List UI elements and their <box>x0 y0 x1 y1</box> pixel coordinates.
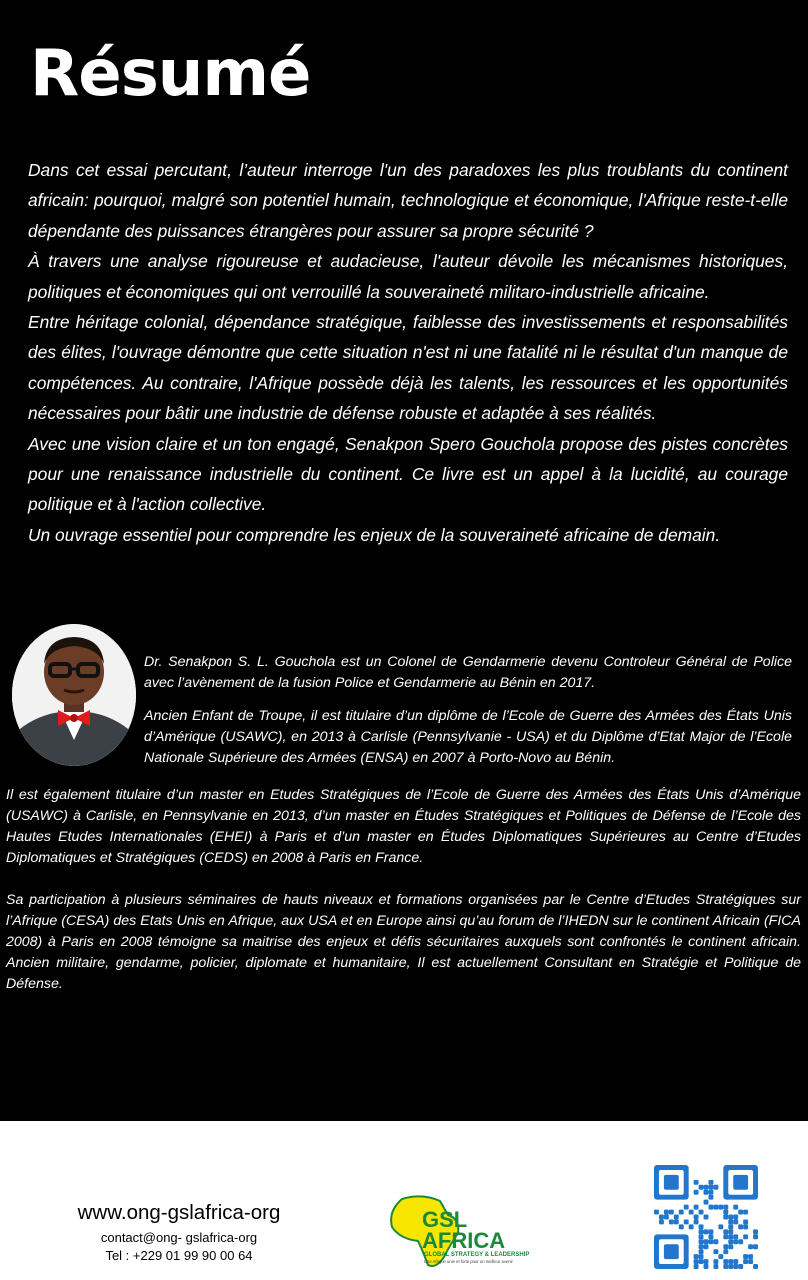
contact-footer <box>0 1121 808 1280</box>
qr-code-icon <box>654 1165 758 1269</box>
logo-line-2: AFRICA <box>422 1228 506 1253</box>
logo-tagline: GLOBAL STRATEGY & LEADERSHIP <box>424 1252 530 1258</box>
author-photo <box>12 624 136 766</box>
author-portrait-image <box>12 624 136 766</box>
page-title: Résumé <box>30 37 311 111</box>
summary-paragraph: Avec une vision claire et un ton engagé, Senakpon Spero Gouchola propose des pistes concrètes pour une renaissance industrielle du continent. Ce livre est un appel à la lucidité, au courage politique et à l'action collective. <box>28 433 788 515</box>
book-summary <box>28 155 788 550</box>
logo-line-1: GSL <box>422 1207 468 1232</box>
author-bio-intro <box>144 652 792 781</box>
summary-paragraph: Un ouvrage essentiel pour comprendre les enjeux de la souveraineté africaine de demain. <box>28 524 721 545</box>
email-link[interactable]: contact@ong- gslafrica-org <box>100 1230 258 1245</box>
website-link[interactable]: www.ong-gslafrica-org <box>77 1201 281 1224</box>
bio-paragraph: Dr. Senakpon S. L. Gouchola est un Colonel de Gendarmerie devenu Controleur Général de Police avec l’avènement de la fusion Police et Gendarmerie au Bénin en 2017. <box>144 654 792 691</box>
bio-paragraph: Sa participation à plusieurs séminaires de hauts niveaux et formations organisées par le Centre d’Etudes Stratégiques sur l’Afrique (CESA) des Etats Unis en Afrique, aux USA et en Europe ainsi qu’au forum de l’IHEDN sur le continent Africain (FICA 2008) à Paris en 2008 témoigne sa maitrise des enjeux et défis sécuritaires auxquels sont confrontés le continent africain. Ancien militaire, gendarme, policier, diplomate et humanitaire, Il est actuellement Consultant en Stratégie et Politique de Défense. <box>6 892 801 992</box>
author-bio-details <box>6 785 801 1016</box>
bio-paragraph: Ancien Enfant de Troupe, il est titulaire d’un diplôme de l’Ecole de Guerre des Armées des États Unis d’Amérique (USAWC), en 2013 à Carlisle (Pennsylvanie - USA) et du Diplôme d’Etat Major de l’Ecole Nationale Supérieure des Armées (ENSA) en 2007 à Porto-Novo au Bénin. <box>144 708 792 766</box>
summary-paragraph: À travers une analyse rigoureuse et audacieuse, l'auteur dévoile les mécanismes historiques, politiques et économiques qui ont verrouillé la souveraineté militaro-industrielle africaine. <box>28 251 788 302</box>
summary-paragraph: Dans cet essai percutant, l’auteur interroge l'un des paradoxes les plus troublants du continent africain: pourquoi, malgré son potentiel humain, technologique et économique, l'Afrique reste-t-elle dépendante des puissances étrangères pour assurer sa propre sécurité ? <box>28 160 788 241</box>
bio-paragraph: Il est également titulaire d’un master en Etudes Stratégiques de l’Ecole de Guerre des Armées des États Unis d’Amérique (USAWC) à Carlisle, en Pennsylvanie en 2013, d’un master en Études Stratégiques et Politiques de Défense de l’Ecole des Hautes Etudes Internationales (EHEI) à Paris et d’un master en Études Diplomatiques Supérieures au Centre d’Etudes Diplomatiques et Stratégiques (CEDS) en 2008 à Paris en France. <box>6 787 801 866</box>
summary-paragraph: Entre héritage colonial, dépendance stratégique, faiblesse des investissements et responsabilités des élites, l'ouvrage démontre que cette situation n'est ni une fatalité ni le résultat d'un manque de compétences. Au contraire, l'Afrique possède déjà les talents, les ressources et les opportunités nécessaires pour bâtir une industrie de défense robuste et adaptée à ses réalités. <box>28 312 788 424</box>
gsl-africa-logo <box>388 1193 548 1271</box>
qr-code[interactable] <box>654 1165 758 1269</box>
logo-motto: Une Afrique unie et forte pour un meilleur avenir <box>424 1259 513 1264</box>
phone-number: Tel : +229 01 99 90 00 64 <box>105 1248 253 1263</box>
